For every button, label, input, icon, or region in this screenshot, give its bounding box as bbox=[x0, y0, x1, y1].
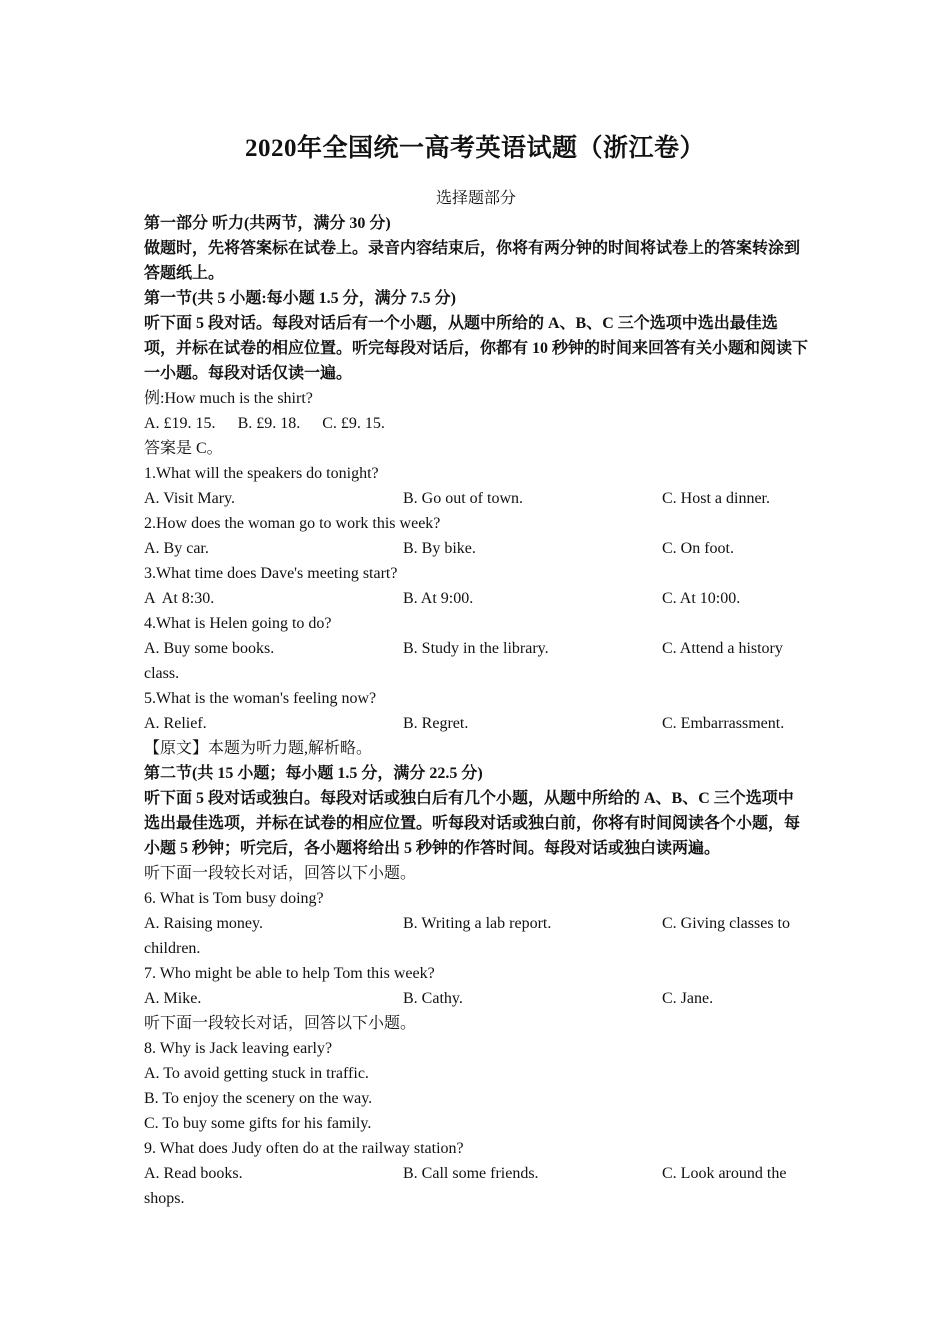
question-6-options bbox=[144, 911, 808, 936]
option-c: C. Embarrassment. bbox=[662, 715, 785, 732]
question-6: 6. What is Tom busy doing? bbox=[144, 890, 324, 907]
listen-prompt: 听下面一段较长对话，回答以下小题。 bbox=[144, 865, 417, 882]
section-heading: 选择题部分 bbox=[435, 190, 516, 207]
example-answer: 答案是 C。 bbox=[144, 440, 223, 457]
question-5-options bbox=[144, 711, 808, 736]
option-b: B. Call some friends. bbox=[403, 1165, 539, 1182]
question-1-options bbox=[144, 486, 808, 511]
option-c-continuation: class. bbox=[144, 665, 180, 682]
option-b: B. Study in the library. bbox=[403, 640, 549, 657]
part1-heading: 第一部分 听力(共两节，满分 30 分) bbox=[144, 215, 391, 232]
option-b: B. To enjoy the scenery on the way. bbox=[144, 1090, 373, 1107]
option-c: C. Attend a history bbox=[662, 640, 783, 657]
option-a: A. Buy some books. bbox=[144, 640, 275, 657]
option-a: A. By car. bbox=[144, 540, 209, 557]
option-b: B. Regret. bbox=[403, 715, 469, 732]
option-a: A. Read books. bbox=[144, 1165, 243, 1182]
section1-heading: 第一节(共 5 小题:每小题 1.5 分，满分 7.5 分) bbox=[144, 290, 456, 307]
page-title: 2020年全国统一高考英语试题（浙江卷） bbox=[244, 135, 705, 162]
part1-instruction: 做题时，先将答案标在试卷上。录音内容结束后，你将有两分钟的时间将试卷上的答案转涂到答题纸上。 bbox=[144, 240, 801, 282]
option-c: C. Jane. bbox=[662, 990, 714, 1007]
example-option-b: B. £9. 18. bbox=[237, 415, 301, 432]
option-c: C. On foot. bbox=[662, 540, 734, 557]
exam-content bbox=[144, 186, 808, 1211]
example-option-a: A. £19. 15. bbox=[144, 415, 216, 432]
option-b: B. Go out of town. bbox=[403, 490, 523, 507]
original-note: 【原文】本题为听力题,解析略。 bbox=[144, 740, 373, 757]
option-a: A. To avoid getting stuck in traffic. bbox=[144, 1065, 369, 1082]
option-b: B. By bike. bbox=[403, 540, 476, 557]
option-c: C. Host a dinner. bbox=[662, 490, 770, 507]
question-3: 3.What time does Dave's meeting start? bbox=[144, 565, 398, 582]
question-4: 4.What is Helen going to do? bbox=[144, 615, 332, 632]
question-8: 8. Why is Jack leaving early? bbox=[144, 1040, 333, 1057]
question-7-options bbox=[144, 986, 808, 1011]
option-c: C. To buy some gifts for his family. bbox=[144, 1115, 372, 1132]
option-c: C. Look around the bbox=[662, 1165, 787, 1182]
option-a: A. Visit Mary. bbox=[144, 490, 236, 507]
option-a: A. Mike. bbox=[144, 990, 202, 1007]
question-2: 2.How does the woman go to work this week? bbox=[144, 515, 441, 532]
section2-instruction: 听下面 5 段对话或独白。每段对话或独白后有几个小题，从题中所给的 A、B、C 三个选项中选出最佳选项，并标在试卷的相应位置。听每段对话或独白前，你将有时间阅读各个小题，每小题 5 秒钟；听完后，各小题将给出 5 秒钟的作答时间。每段对话或独白读两遍。 bbox=[144, 790, 801, 857]
section1-instruction: 听下面 5 段对话。每段对话后有一个小题，从题中所给的 A、B、C 三个选项中选出最佳选项，并标在试卷的相应位置。听完每段对话后，你都有 10 秒钟的时间来回答有关小题和阅读下一小题。每段对话仅读一遍。 bbox=[144, 315, 809, 382]
option-c: C. At 10:00. bbox=[662, 590, 741, 607]
listen-prompt: 听下面一段较长对话，回答以下小题。 bbox=[144, 1015, 417, 1032]
option-b: B. Cathy. bbox=[403, 990, 463, 1007]
example-option-c: C. £9. 15. bbox=[322, 415, 385, 432]
example-question: 例:How much is the shirt? bbox=[144, 390, 313, 407]
example-options bbox=[144, 411, 808, 436]
option-a: A. Relief. bbox=[144, 715, 207, 732]
option-c: C. Giving classes to bbox=[662, 915, 790, 932]
question-4-options bbox=[144, 636, 808, 661]
option-c-continuation: children. bbox=[144, 940, 201, 957]
question-9-options bbox=[144, 1161, 808, 1186]
question-2-options bbox=[144, 536, 808, 561]
option-c-continuation: shops. bbox=[144, 1190, 185, 1207]
option-a: A. Raising money. bbox=[144, 915, 263, 932]
option-a: A At 8:30. bbox=[144, 590, 215, 607]
question-3-options bbox=[144, 586, 808, 611]
option-b: B. Writing a lab report. bbox=[403, 915, 552, 932]
option-b: B. At 9:00. bbox=[403, 590, 474, 607]
question-1: 1.What will the speakers do tonight? bbox=[144, 465, 379, 482]
question-5: 5.What is the woman's feeling now? bbox=[144, 690, 377, 707]
question-9: 9. What does Judy often do at the railway station? bbox=[144, 1140, 464, 1157]
section2-heading: 第二节(共 15 小题；每小题 1.5 分，满分 22.5 分) bbox=[144, 765, 483, 782]
question-7: 7. Who might be able to help Tom this week? bbox=[144, 965, 435, 982]
